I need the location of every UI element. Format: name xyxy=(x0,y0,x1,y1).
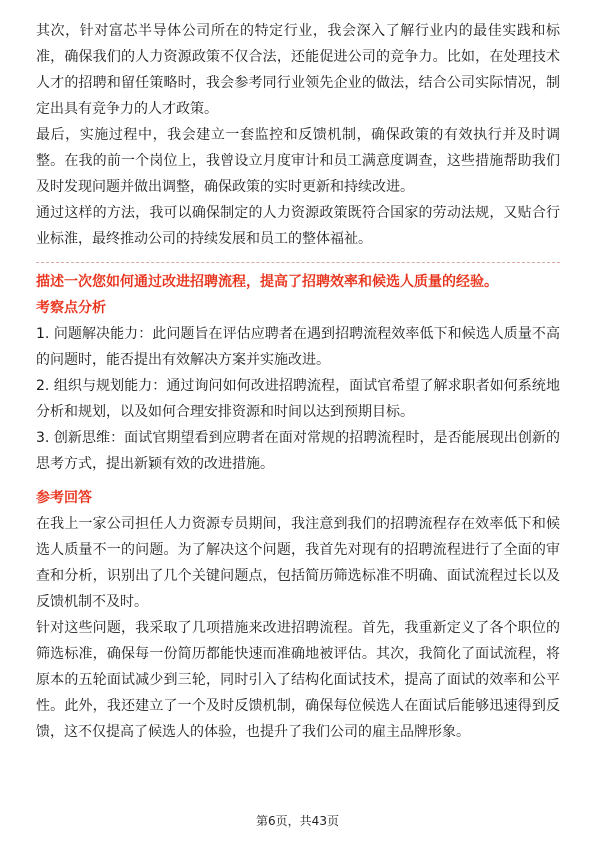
answer-title: 参考回答 xyxy=(36,490,92,506)
analysis-item: 1. 问题解决能力：此问题旨在评估应聘者在遇到招聘流程效率低下和候选人质量不高的问题时，能否提出有效解决方案并实施改进。 xyxy=(36,326,560,368)
intro-paragraph: 最后，实施过程中，我会建立一套监控和反馈机制，确保政策的有效执行并及时调整。在我的前一个岗位上，我曾设立月度审计和员工满意度调查，这些措施帮助我们及时发现问题并做出调整，确保政策的实时更新和持续改进。 xyxy=(36,127,560,195)
answer-paragraph: 在我上一家公司担任人力资源专员期间，我注意到我们的招聘流程存在效率低下和候选人质量不一的问题。为了解决这个问题，我首先对现有的招聘流程进行了全面的审查和分析，识别出了几个关键问题点，包括简历筛选标准不明确、面试流程过长以及反馈机制不及时。 xyxy=(36,516,560,610)
spacer xyxy=(36,477,560,485)
analysis-item: 3. 创新思维：面试官期望看到应聘者在面对常规的招聘流程时，是否能展现出创新的思考方式，提出新颖有效的改进措施。 xyxy=(36,430,560,472)
section-divider xyxy=(36,262,560,263)
page-content xyxy=(36,18,560,745)
question-heading: 描述一次您如何通过改进招聘流程，提高了招聘效率和候选人质量的经验。 xyxy=(36,274,498,290)
intro-paragraph: 通过这样的方法，我可以确保制定的人力资源政策既符合国家的劳动法规，又贴合行业标淮，最终推动公司的持续发展和员工的整体福祉。 xyxy=(36,205,560,247)
answer-paragraph: 针对这些问题，我采取了几项措施来改进招聘流程。首先，我重新定义了各个职位的筛选标准，确保每一份简历都能快速而准确地被评估。其次，我简化了面试流程，将原本的五轮面试减少到三轮，同时引入了结构化面试技术，提高了面试的效率和公平性。此外，我还建立了一个及时反馈机制，确保每位候选人在面试后能够迅速得到反馈，这不仅提高了候选人的体验，也提升了我们公司的雇主品牌形象。 xyxy=(36,620,560,740)
intro-paragraph: 其次，针对富芯半导体公司所在的特定行业，我会深入了解行业内的最佳实践和标准，确保我们的人力资源政策不仅合法，还能促进公司的竞争力。比如，在处理技术人才的招聘和留任策略时，我会参考同行业领先企业的做法，结合公司实际情况，制定出具有竞争力的人才政策。 xyxy=(36,23,560,117)
analysis-item: 2. 组织与规划能力：通过询问如何改进招聘流程，面试官希望了解求职者如何系统地分析和规划，以及如何合理安排资源和时间以达到预期目标。 xyxy=(36,378,560,420)
analysis-title: 考察点分析 xyxy=(36,300,106,316)
page-number: 第6页，共43页 xyxy=(256,814,339,828)
